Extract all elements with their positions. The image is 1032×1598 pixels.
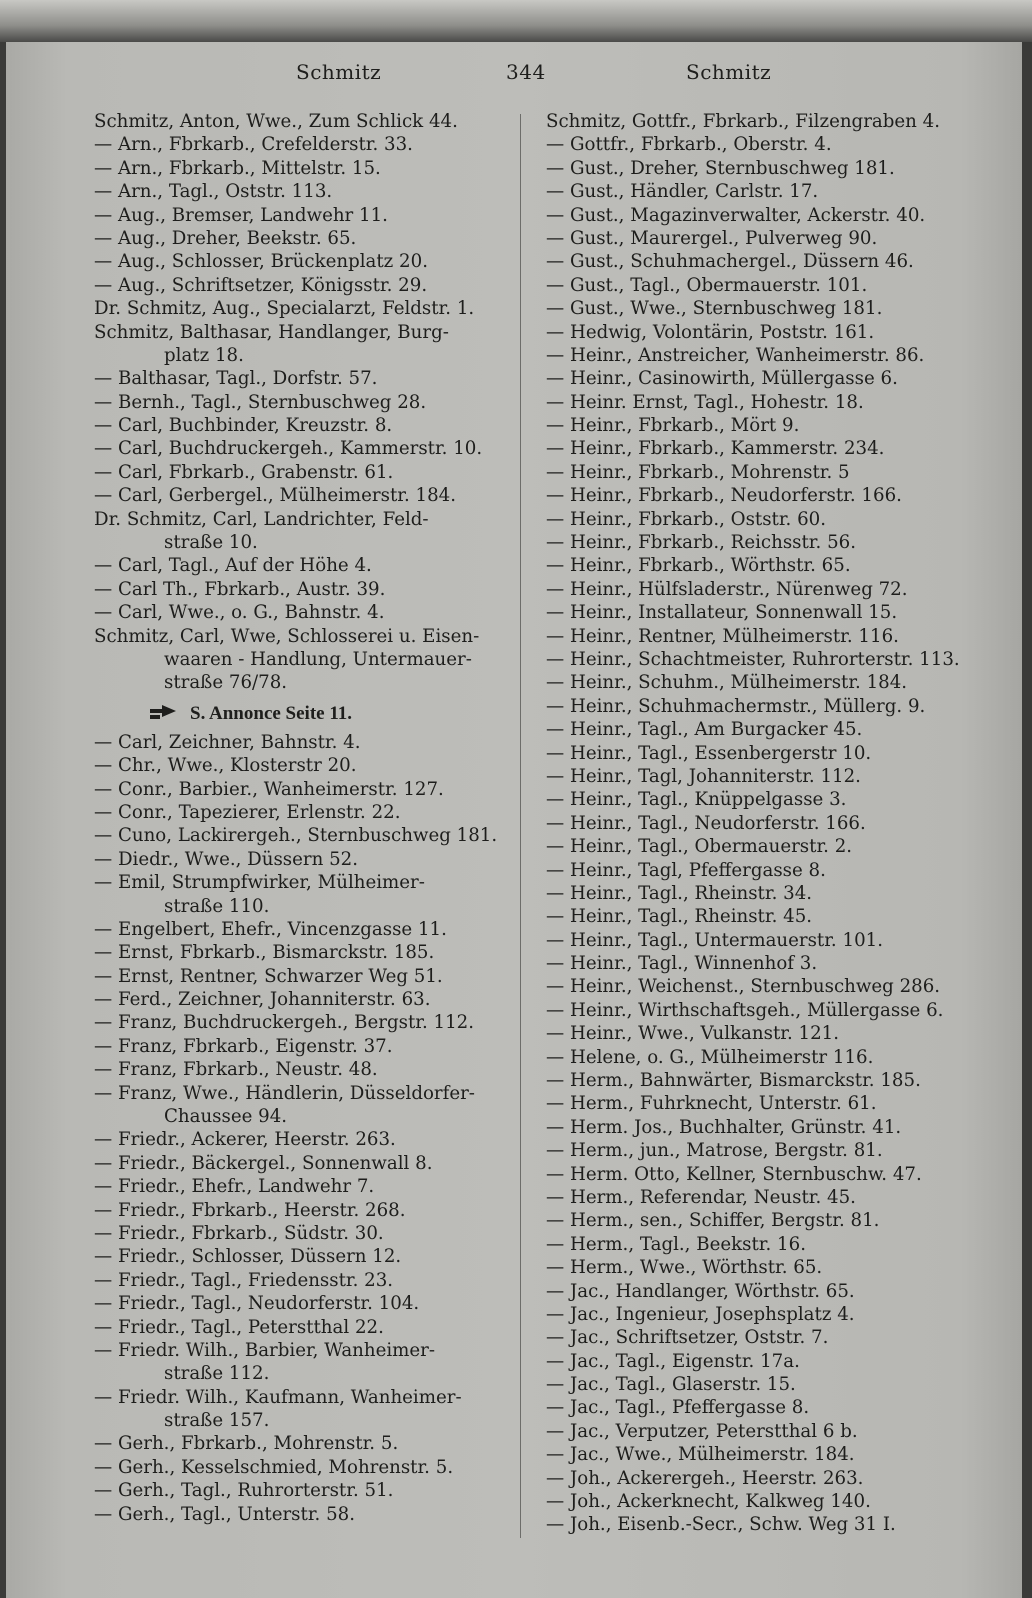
directory-entry: — Herm. Otto, Kellner, Sternbuschw. 47. bbox=[546, 1163, 922, 1185]
directory-entry: — Heinr., Fbrkarb., Reichsstr. 56. bbox=[546, 532, 856, 554]
header-right-name: Schmitz bbox=[686, 60, 772, 84]
directory-entry: — Jac., Tagl., Pfeffergasse 8. bbox=[546, 1397, 810, 1419]
directory-entry: — Jac., Tagl., Glaserstr. 15. bbox=[546, 1374, 796, 1396]
annonce-reference bbox=[88, 695, 558, 731]
directory-entry: — Cuno, Lackirergeh., Sternbuschweg 181. bbox=[94, 825, 498, 847]
directory-entry: — Bernh., Tagl., Sternbuschweg 28. bbox=[94, 391, 427, 413]
entry-continuation: straße 157. bbox=[164, 1410, 270, 1432]
directory-entry: — Conr., Tapezierer, Erlenstr. 22. bbox=[94, 801, 401, 823]
directory-entry: — Friedr., Schlosser, Düssern 12. bbox=[94, 1246, 402, 1268]
directory-entry: — Gust., Schuhmachergel., Düssern 46. bbox=[546, 251, 914, 273]
directory-entry: — Heinr., Rentner, Mülheimerstr. 116. bbox=[546, 625, 899, 647]
directory-entry: — Heinr., Tagl., Knüppelgasse 3. bbox=[546, 789, 847, 811]
directory-entry: — Jac., Verputzer, Peterstthal 6 b. bbox=[546, 1420, 858, 1442]
entry-continuation: Chaussee 94. bbox=[164, 1106, 288, 1128]
directory-entry: — Gerh., Kesselschmied, Mohrenstr. 5. bbox=[94, 1456, 454, 1478]
directory-entry: Schmitz, Balthasar, Handlanger, Burg- bbox=[94, 321, 449, 343]
header-left-name: Schmitz bbox=[296, 60, 382, 84]
directory-entry: — Heinr., Tagl., Rheinstr. 34. bbox=[546, 882, 813, 904]
directory-entry: — Joh., Ackerergeh., Heerstr. 263. bbox=[546, 1467, 864, 1489]
directory-entry: — Ernst, Rentner, Schwarzer Weg 51. bbox=[94, 965, 443, 987]
directory-entry: — Heinr., Anstreicher, Wanheimerstr. 86. bbox=[546, 344, 925, 366]
directory-entry: — Jac., Handlanger, Wörthstr. 65. bbox=[546, 1280, 855, 1302]
directory-entry: — Arn., Fbrkarb., Crefelderstr. 33. bbox=[94, 134, 413, 156]
entry-continuation: straße 112. bbox=[164, 1363, 270, 1385]
directory-entry: — Heinr., Tagl, Pfeffergasse 8. bbox=[546, 859, 826, 881]
page-header bbox=[6, 60, 1022, 100]
directory-entry: — Friedr. Wilh., Kaufmann, Wanheimer- bbox=[94, 1386, 462, 1408]
directory-entry: — Heinr., Casinowirth, Müllergasse 6. bbox=[546, 368, 898, 390]
directory-entry: — Heinr., Tagl., Essenbergerstr 10. bbox=[546, 742, 872, 764]
directory-entry: — Heinr., Schuhmachermstr., Müllerg. 9. bbox=[546, 695, 926, 717]
directory-entry: — Carl, Zeichner, Bahnstr. 4. bbox=[94, 731, 361, 753]
directory-entry: — Hedwig, Volontärin, Poststr. 161. bbox=[546, 321, 875, 343]
directory-entry: — Jac., Tagl., Eigenstr. 17a. bbox=[546, 1350, 800, 1372]
directory-entry: — Franz, Fbrkarb., Neustr. 48. bbox=[94, 1059, 378, 1081]
directory-entry: — Heinr., Tagl, Johanniterstr. 112. bbox=[546, 765, 861, 787]
directory-entry: — Heinr., Schuhm., Mülheimerstr. 184. bbox=[546, 672, 908, 694]
directory-entry: — Heinr., Wwe., Vulkanstr. 121. bbox=[546, 1023, 840, 1045]
directory-entry: — Heinr., Wirthschaftsgeh., Müllergasse 6. bbox=[546, 999, 944, 1021]
directory-entry: — Gust., Wwe., Sternbuschweg 181. bbox=[546, 298, 883, 320]
directory-entry: — Engelbert, Ehefr., Vincenzgasse 11. bbox=[94, 918, 447, 940]
entry-continuation: straße 110. bbox=[164, 895, 270, 917]
directory-entry: — Carl, Tagl., Auf der Höhe 4. bbox=[94, 555, 372, 577]
directory-entry: — Heinr., Hülfsladerstr., Nürenweg 72. bbox=[546, 578, 908, 600]
directory-entry: — Heinr., Fbrkarb., Kammerstr. 234. bbox=[546, 438, 885, 460]
directory-entry: — Aug., Bremser, Landwehr 11. bbox=[94, 204, 388, 226]
directory-entry: — Carl, Gerbergel., Mülheimerstr. 184. bbox=[94, 485, 456, 507]
directory-entry: — Carl, Buchbinder, Kreuzstr. 8. bbox=[94, 415, 393, 437]
directory-entry: — Gust., Magazinverwalter, Ackerstr. 40. bbox=[546, 204, 926, 226]
directory-entry: — Heinr., Tagl., Rheinstr. 45. bbox=[546, 906, 813, 928]
directory-entry: — Heinr., Tagl., Am Burgacker 45. bbox=[546, 719, 863, 741]
directory-entry: — Friedr., Bäckergel., Sonnenwall 8. bbox=[94, 1152, 433, 1174]
directory-entry: — Herm., Bahnwärter, Bismarckstr. 185. bbox=[546, 1070, 921, 1092]
directory-page bbox=[6, 42, 1022, 1598]
directory-entry: — Heinr., Tagl., Neudorferstr. 166. bbox=[546, 812, 866, 834]
entry-continuation: straße 76/78. bbox=[164, 672, 288, 694]
directory-entry: — Jac., Wwe., Mülheimerstr. 184. bbox=[546, 1444, 855, 1466]
directory-entry: — Heinr., Installateur, Sonnenwall 15. bbox=[546, 602, 898, 624]
directory-entry: — Balthasar, Tagl., Dorfstr. 57. bbox=[94, 368, 378, 390]
directory-entry: — Heinr., Schachtmeister, Ruhrorterstr. 113. bbox=[546, 648, 960, 670]
directory-entry: — Jac., Schriftsetzer, Oststr. 7. bbox=[546, 1327, 829, 1349]
directory-entry: — Herm., Wwe., Wörthstr. 65. bbox=[546, 1257, 823, 1279]
entry-continuation: waaren - Handlung, Untermauer- bbox=[164, 648, 472, 670]
directory-entry: — Aug., Schlosser, Brückenplatz 20. bbox=[94, 251, 428, 273]
directory-entry: — Carl Th., Fbrkarb., Austr. 39. bbox=[94, 578, 386, 600]
directory-entry: — Herm., Referendar, Neustr. 45. bbox=[546, 1186, 856, 1208]
directory-entry: — Gust., Tagl., Obermauerstr. 101. bbox=[546, 274, 868, 296]
directory-entry: — Gust., Maurergel., Pulverweg 90. bbox=[546, 227, 878, 249]
directory-entry: — Joh., Eisenb.-Secr., Schw. Weg 31 I. bbox=[546, 1514, 896, 1536]
directory-entry: — Herm. Jos., Buchhalter, Grünstr. 41. bbox=[546, 1116, 902, 1138]
directory-entry: Schmitz, Carl, Wwe, Schlosserei u. Eisen- bbox=[94, 625, 480, 647]
directory-entry: — Heinr., Fbrkarb., Neudorferstr. 166. bbox=[546, 485, 902, 507]
directory-entry: — Heinr., Tagl., Obermauerstr. 2. bbox=[546, 836, 853, 858]
directory-entry: — Heinr., Tagl., Winnenhof 3. bbox=[546, 953, 818, 975]
directory-entry: — Heinr., Fbrkarb., Wörthstr. 65. bbox=[546, 555, 851, 577]
directory-entry: — Herm., jun., Matrose, Bergstr. 81. bbox=[546, 1140, 883, 1162]
directory-entry: — Gerh., Fbrkarb., Mohrenstr. 5. bbox=[94, 1433, 399, 1455]
directory-entry: — Friedr., Tagl., Friedensstr. 23. bbox=[94, 1269, 394, 1291]
directory-entry: — Arn., Tagl., Oststr. 113. bbox=[94, 181, 333, 203]
directory-entry: Dr. Schmitz, Carl, Landrichter, Feld- bbox=[94, 508, 429, 530]
directory-entry: — Heinr., Tagl., Untermauerstr. 101. bbox=[546, 929, 883, 951]
directory-entry: — Franz, Fbrkarb., Eigenstr. 37. bbox=[94, 1035, 393, 1057]
directory-entry: — Gerh., Tagl., Unterstr. 58. bbox=[94, 1503, 356, 1525]
left-column bbox=[88, 110, 558, 1526]
directory-entry: — Friedr., Fbrkarb., Südstr. 30. bbox=[94, 1222, 384, 1244]
directory-entry: — Gust., Händler, Carlstr. 17. bbox=[546, 181, 819, 203]
directory-entry: — Friedr., Fbrkarb., Heerstr. 268. bbox=[94, 1199, 406, 1221]
directory-entry: Schmitz, Gottfr., Fbrkarb., Filzengraben 4. bbox=[546, 111, 940, 132]
directory-entry: — Carl, Fbrkarb., Grabenstr. 61. bbox=[94, 461, 394, 483]
directory-entry: — Friedr. Wilh., Barbier, Wanheimer- bbox=[94, 1339, 436, 1361]
directory-entry: — Heinr., Fbrkarb., Mört 9. bbox=[546, 415, 800, 437]
directory-entry: — Helene, o. G., Mülheimerstr 116. bbox=[546, 1046, 874, 1068]
directory-entry: — Heinr. Ernst, Tagl., Hohestr. 18. bbox=[546, 391, 864, 413]
directory-entry: — Heinr., Fbrkarb., Oststr. 60. bbox=[546, 508, 827, 530]
annonce-text: S. Annonce Seite 11. bbox=[190, 702, 353, 724]
directory-entry: — Herm., sen., Schiffer, Bergstr. 81. bbox=[546, 1210, 880, 1232]
directory-entry: — Aug., Schriftsetzer, Königsstr. 29. bbox=[94, 274, 428, 296]
directory-entry: — Chr., Wwe., Klosterstr 20. bbox=[94, 755, 357, 777]
directory-entry: — Conr., Barbier., Wanheimerstr. 127. bbox=[94, 778, 444, 800]
directory-entry: — Franz, Buchdruckergeh., Bergstr. 112. bbox=[94, 1012, 475, 1034]
directory-entry: Schmitz, Anton, Wwe., Zum Schlick 44. bbox=[94, 111, 458, 132]
entry-continuation: straße 10. bbox=[164, 532, 258, 554]
directory-entry: — Heinr., Weichenst., Sternbuschweg 286. bbox=[546, 976, 941, 998]
directory-entry: — Gerh., Tagl., Ruhrorterstr. 51. bbox=[94, 1480, 394, 1502]
directory-entry: — Friedr., Tagl., Neudorferstr. 104. bbox=[94, 1293, 420, 1315]
pointing-hand-icon bbox=[148, 699, 178, 727]
directory-entry: — Gottfr., Fbrkarb., Oberstr. 4. bbox=[546, 134, 832, 156]
directory-entry: — Ernst, Fbrkarb., Bismarckstr. 185. bbox=[94, 942, 435, 964]
page-number: 344 bbox=[506, 60, 546, 84]
directory-entry: — Herm., Fuhrknecht, Unterstr. 61. bbox=[546, 1093, 877, 1115]
directory-entry: — Ferd., Zeichner, Johanniterstr. 63. bbox=[94, 989, 431, 1011]
directory-entry: — Arn., Fbrkarb., Mittelstr. 15. bbox=[94, 157, 381, 179]
directory-entry: — Gust., Dreher, Sternbuschweg 181. bbox=[546, 157, 895, 179]
directory-entry: — Franz, Wwe., Händlerin, Düsseldorfer- bbox=[94, 1082, 475, 1104]
directory-entry: — Diedr., Wwe., Düssern 52. bbox=[94, 848, 359, 870]
directory-entry: — Carl, Wwe., o. G., Bahnstr. 4. bbox=[94, 602, 385, 624]
directory-entry: — Heinr., Fbrkarb., Mohrenstr. 5 bbox=[546, 461, 850, 483]
scan-border-top bbox=[0, 0, 1032, 42]
directory-entry: — Carl, Buchdruckergeh., Kammerstr. 10. bbox=[94, 438, 483, 460]
directory-entry: — Emil, Strumpfwirker, Mülheimer- bbox=[94, 872, 425, 894]
directory-entry: Dr. Schmitz, Aug., Specialarzt, Feldstr. 1. bbox=[94, 298, 475, 320]
directory-entry: — Friedr., Tagl., Peterstthal 22. bbox=[94, 1316, 384, 1338]
right-column bbox=[546, 110, 1016, 1537]
directory-entry: — Friedr., Ackerer, Heerstr. 263. bbox=[94, 1129, 396, 1151]
directory-entry: — Herm., Tagl., Beekstr. 16. bbox=[546, 1233, 806, 1255]
directory-entry: — Friedr., Ehefr., Landwehr 7. bbox=[94, 1176, 375, 1198]
directory-entry: — Aug., Dreher, Beekstr. 65. bbox=[94, 227, 357, 249]
directory-entry: — Joh., Ackerknecht, Kalkweg 140. bbox=[546, 1491, 871, 1513]
entry-continuation: platz 18. bbox=[164, 344, 244, 366]
directory-entry: — Jac., Ingenieur, Josephsplatz 4. bbox=[546, 1303, 855, 1325]
